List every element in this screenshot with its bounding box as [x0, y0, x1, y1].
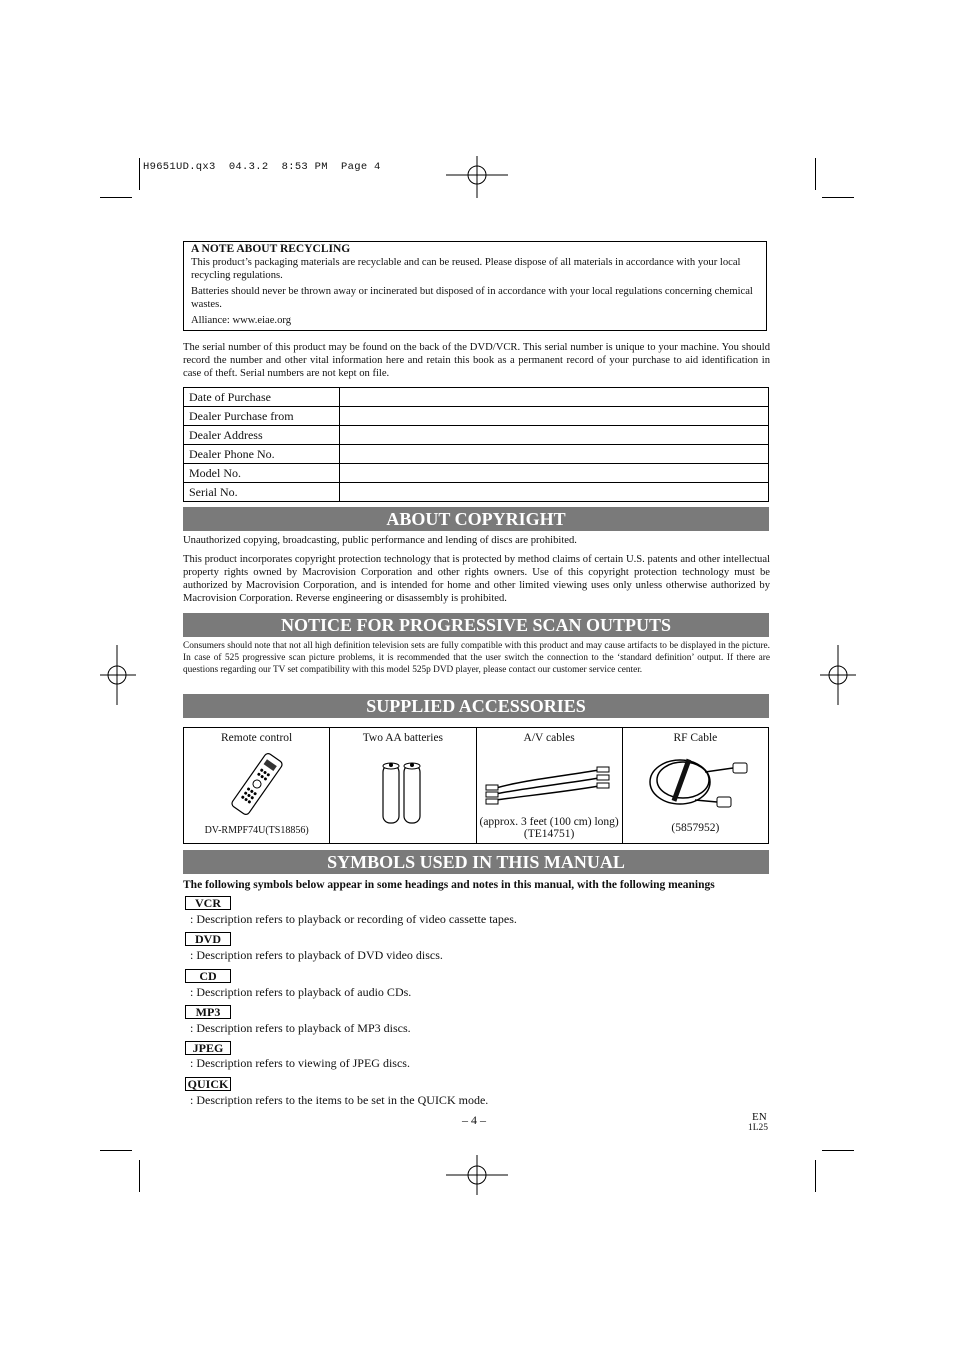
recycling-text-2: Batteries should never be thrown away or incinerated but disposed of in accordance with your local regulations concerning chemical wastes.	[191, 286, 753, 310]
accessories-table	[183, 727, 769, 844]
symbol-desc-jpeg: : Description refers to viewing of JPEG discs.	[190, 1056, 410, 1070]
record-label: Model No.	[184, 464, 340, 483]
record-value-field[interactable]	[340, 426, 769, 445]
accessory-caption: (approx. 3 feet (100 cm) long) (TE14751)	[479, 816, 619, 840]
symbol-tag-vcr: VCR	[185, 896, 231, 910]
accessory-caption: DV-RMPF74U(TS18856)	[204, 825, 309, 836]
accessory-label: A/V cables	[523, 732, 575, 744]
copyright-text-1: Unauthorized copying, broadcasting, public performance and lending of discs are prohibited.	[183, 535, 577, 546]
progressive-scan-heading: NOTICE FOR PROGRESSIVE SCAN OUTPUTS	[183, 613, 769, 637]
table-row	[184, 426, 769, 445]
symbol-tag-dvd: DVD	[185, 932, 231, 946]
accessory-label: Two AA batteries	[362, 732, 444, 744]
recycling-text-1: This product’s packaging materials are recyclable and can be reused. Please dispose of all materials in accordance with your local recycling regulations.	[191, 257, 741, 281]
recycling-note-box	[183, 241, 767, 331]
accessory-remote	[184, 728, 330, 844]
table-row	[184, 445, 769, 464]
symbol-tag-quick: QUICK	[185, 1077, 231, 1091]
accessory-caption: (5857952)	[671, 822, 720, 834]
av-cables-icon	[484, 758, 614, 808]
copyright-heading: ABOUT COPYRIGHT	[183, 507, 769, 531]
symbols-intro: The following symbols below appear in some headings and notes in this manual, with the following meanings	[183, 879, 715, 891]
record-value-field[interactable]	[340, 407, 769, 426]
accessory-av-cables	[476, 728, 622, 844]
table-row	[184, 388, 769, 407]
table-row	[184, 407, 769, 426]
registration-mark-left	[100, 645, 136, 705]
table-row	[184, 483, 769, 502]
recycling-link: Alliance: www.eiae.org	[191, 315, 292, 326]
accessories-heading: SUPPLIED ACCESSORIES	[183, 694, 769, 718]
registration-mark-top	[446, 156, 508, 198]
table-row	[184, 464, 769, 483]
accessory-batteries	[330, 728, 476, 844]
registration-mark-bottom	[446, 1155, 508, 1195]
batteries-icon	[380, 760, 426, 824]
record-label: Dealer Address	[184, 426, 340, 445]
record-label: Date of Purchase	[184, 388, 340, 407]
symbols-heading: SYMBOLS USED IN THIS MANUAL	[183, 850, 769, 874]
remote-control-icon	[222, 752, 292, 816]
symbol-desc-cd: : Description refers to playback of audio CDs.	[190, 985, 412, 999]
symbol-desc-dvd: : Description refers to playback of DVD video discs.	[190, 948, 443, 962]
progressive-scan-text: Consumers should note that not all high definition television sets are fully compatible with this product and may cause artifacts to be displayed in the picture. In case of 525 progressive scan picture problems, it is recommended that the user switch the connection to the ‘standard definition’ output. If there are questions regarding our TV set compatibility with this model 525p DVD player, please contact our customer service center.	[183, 641, 770, 675]
record-label: Dealer Phone No.	[184, 445, 340, 464]
symbol-desc-vcr: : Description refers to playback or recording of video cassette tapes.	[190, 912, 517, 926]
record-label: Serial No.	[184, 483, 340, 502]
record-value-field[interactable]	[340, 388, 769, 407]
accessory-label: RF Cable	[673, 732, 718, 744]
accessory-label: Remote control	[221, 732, 293, 744]
symbol-desc-quick: : Description refers to the items to be set in the QUICK mode.	[190, 1093, 489, 1107]
serial-number-note: The serial number of this product may be found on the back of the DVD/VCR. This serial number is unique to your machine. You should record the number and other vital information here and retain this book as a permanent record of your purchase to aid identification in case of theft. Serial numbers are not kept on file.	[183, 342, 770, 379]
record-value-field[interactable]	[340, 464, 769, 483]
symbol-tag-cd: CD	[185, 969, 231, 983]
document-code: 1L25	[748, 1123, 769, 1133]
record-value-field[interactable]	[340, 445, 769, 464]
symbol-tag-mp3: MP3	[185, 1005, 231, 1019]
record-label: Dealer Purchase from	[184, 407, 340, 426]
language-code: EN	[752, 1111, 767, 1123]
record-value-field[interactable]	[340, 483, 769, 502]
copyright-text-2: This product incorporates copyright protection technology that is protected by method claims of certain U.S. patents and other intellectual property rights owned by Macrovision Corporation and other rights owners. Use of this copyright protection technology must be authorized by Macrovision Corporation, and is intended for home and other limited viewing uses only unless otherwise authorized by Macrovision Corporation. Reverse engineering or disassembly is prohibited.	[183, 554, 770, 604]
print-slug: H9651UD.qx3 04.3.2 8:53 PM Page 4	[143, 161, 381, 173]
rf-cable-icon	[635, 752, 755, 812]
page-number: – 4 –	[462, 1113, 486, 1127]
recycling-heading: A NOTE ABOUT RECYCLING	[191, 243, 351, 255]
accessory-rf-cable	[622, 728, 768, 844]
registration-mark-right	[820, 645, 856, 705]
symbol-desc-mp3: : Description refers to playback of MP3 discs.	[190, 1021, 411, 1035]
purchase-record-table	[183, 387, 769, 502]
symbol-tag-jpeg: JPEG	[185, 1041, 231, 1055]
